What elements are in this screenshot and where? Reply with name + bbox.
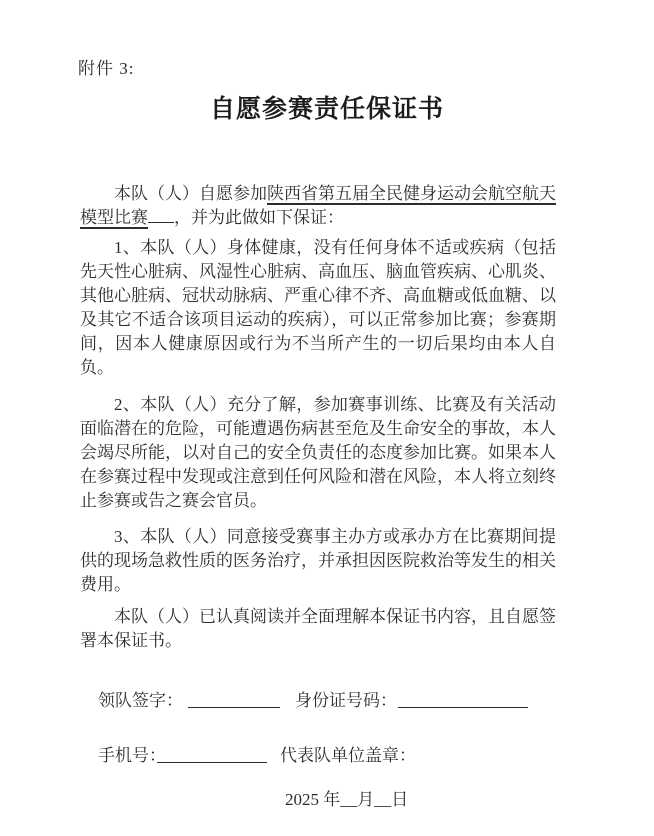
id-number-blank [398, 707, 528, 708]
intro-suffix: ，并为此做如下保证： [174, 208, 344, 227]
intro-prefix: 本队（人）自愿参加 [114, 184, 267, 203]
page-title: 自愿参赛责任保证书 [209, 96, 444, 123]
clause-3: 3、本队（人）同意接受赛事主办方或承办方在比赛期间提供的现场急救性质的医务治疗，并承担因医院救治等发生的相关费用。 [80, 527, 556, 594]
phone-label: 手机号： [98, 746, 166, 765]
clause-2: 2、本队（人）充分了解，参加赛事训练、比赛及有关活动 面临潜在的危险，可能遭遇伤病甚至危及生命安全的事故，本人 会竭尽所能，以对自己的安全负责任的态度参加比赛。如果本人 在参赛过程中发现或注意到任何风险和潜在风险，本人将立刻终止参赛或告之赛会官员。 [80, 395, 556, 510]
competition-name: 陕西省第五届全民健身运动会航空航天模型比赛 [80, 184, 556, 227]
document-body [80, 182, 556, 653]
date-line: 2025 年__月__日 [285, 790, 409, 809]
team-seal-label: 代表队单位盖章： [280, 746, 416, 765]
intro-paragraph [80, 182, 556, 230]
closing-paragraph: 本队（人）已认真阅读并全面理解本保证书内容，且自愿签署本保证书。 [80, 607, 556, 650]
phone-blank [157, 762, 267, 763]
id-number-label: 身份证号码： [295, 691, 397, 710]
attachment-label: 附件 3: [78, 59, 135, 78]
blank-underline [148, 207, 174, 223]
clause-1: 1、本队（人）身体健康，没有任何身体不适或疾病（包括 先天性心脏病、风湿性心脏病、高血压、脑血管疾病、心肌炎、 其他心脏病、冠状动脉病、严重心律不齐、高血糖或低血糖、以 及其它不适合该项目运动的疾病），可以正常参加比赛；参赛期 间，因本人健康原因或行为不当所产生的一切后果均由本人自负。 [80, 238, 556, 377]
leader-signature-blank [188, 707, 280, 708]
leader-signature-label: 领队签字： [98, 691, 183, 710]
